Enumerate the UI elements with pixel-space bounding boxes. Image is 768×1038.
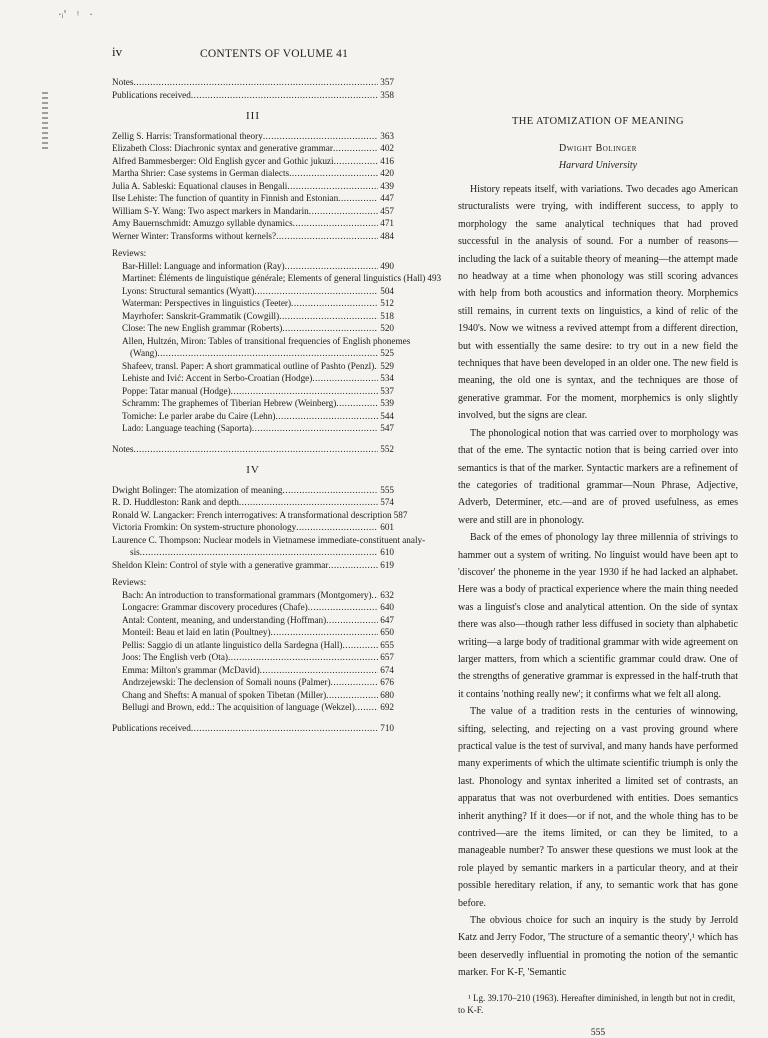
section-iv-articles [112,484,426,572]
toc-entry: Martha Shrier: Case systems in German dialects ..... 420 [112,167,394,180]
toc-entry: Ronald W. Langacker: French interrogatives: A transformational description 587 [112,509,408,520]
toc-entry: Mayrhofer: Sanskrit-Grammatik (Cowgill) ..... 518 [112,310,394,323]
toc-entry: Zellig S. Harris: Transformational theory ..... 363 [112,130,394,143]
toc-entry: Schramm: The graphemes of Tiberian Hebrew (Weinberg) ..... 539 [112,397,394,410]
footnote: ¹ Lg. 39.170–210 (1963). Hereafter diminished, in length but not in credit, to K-F. [458,992,736,1015]
section-iii-articles [112,130,394,243]
article-title: THE ATOMIZATION OF MEANING [511,116,685,127]
section-iii-reviews [112,260,442,435]
toc-entry: Victoria Fromkin: On system-structure phonology ..... 601 [112,521,394,534]
toc-entry: Bar-Hillel: Language and information (Ray) ..... 490 [112,260,394,273]
body-paragraph: The phonological notion that was carried over to morphology was that of the eme. The syntactic notion that is being carried over into semantics is that of the marker. Syntactic markers are a refinement of the categories of traditional grammar—Noun Phrase, Adjective, Adverb, Determiner, etc.—and are of proved usefulness, as emes were and still are in phonology. [458,427,738,526]
contents-page [112,44,442,734]
article-body [458,181,738,982]
page-number: 555 [590,1027,606,1038]
toc-entry: Publications received ..... 358 [112,89,394,102]
toc-entry: Martinet: Éléments de linguistique générale; Elements of general linguistics (Hall) 493 [122,273,442,283]
article-affiliation: Harvard University [558,160,638,171]
running-header [112,44,394,70]
toc-entry: Bellugi and Brown, edd.: The acquisition of language (Wekzel) ..... 692 [112,701,394,714]
toc-entry: Alfred Bammesberger: Old English gycer and Gothic jukuzi ..... 416 [112,155,394,168]
folio-number: iv [112,44,123,59]
toc-entry: Lehiste and Ivić: Accent in Serbo-Croatian (Hodge) ..... 534 [112,372,394,385]
toc-entry: Amy Bauernschmidt: Amuzgo syllable dynamics ..... 471 [112,217,394,230]
toc-entry: Close: The new English grammar (Roberts) ..... 520 [112,322,394,335]
toc-entry-notes: Notes ..... 552 [112,443,394,456]
toc-entry: Elizabeth Closs: Diachronic syntax and generative grammar ..... 402 [112,142,394,155]
toc-entry: Dwight Bolinger: The atomization of meaning ..... 555 [112,484,394,497]
section-numeral-iii: III [246,110,260,122]
toc-entry: Monteil: Beau et laid en latin (Poultney) ..... 650 [112,626,394,639]
article-page [458,44,738,1038]
toc-entry: Andrzejewski: The declension of Somali nouns (Palmer) ..... 676 [112,676,394,689]
toc-entry: R. D. Huddleston: Rank and depth ..... 574 [112,496,394,509]
toc-entry: Bach: An introduction to transformational grammars (Montgomery) ..... 632 [112,589,394,602]
toc-entry: William S-Y. Wang: Two aspect markers in Mandarin ..... 457 [112,205,394,218]
toc-entry-line1: Allen, Hultzén, Miron: Tables of transitional frequencies of English phonemes [122,335,411,346]
section-iv-reviews [112,589,394,714]
toc-entry: Notes ..... 357 [112,76,394,89]
toc-entry: Waterman: Perspectives in linguistics (Teeter) ..... 512 [112,297,394,310]
section-numeral-iv: IV [246,464,260,476]
toc-entry: Poppe: Tatar manual (Hodge) ..... 537 [112,385,394,398]
reviews-label: Reviews: [112,577,147,587]
scan-artifact-mark: ·ᵢ' ᵎ · [58,8,93,21]
toc-entry: Chang and Shefts: A manual of spoken Tibetan (Miller) ..... 680 [112,689,394,702]
toc-entry: Pellis: Saggio di un atlante linguistico della Sardegna (Hall) ..... 655 [112,639,394,652]
toc-entry: Julia A. Sableski: Equational clauses in Bengali ..... 439 [112,180,394,193]
toc-entry: Lado: Language teaching (Saporta) ..... 547 [112,422,394,435]
toc-entry: Longacre: Grammar discovery procedures (Chafe) ..... 640 [112,601,394,614]
toc-entry: (Wang) ..... 525 [112,347,394,360]
reviews-label: Reviews: [112,248,147,258]
toc-entry: Lyons: Structural semantics (Wyatt) ..... 504 [112,285,394,298]
body-paragraph: The obvious choice for such an inquiry is the study by Jerrold Katz and Jerry Fodor, 'The structure of a semantic theory',¹ which has been deservedly influential in promoting the notion of the semantic marker. For K-F, 'Semantic [458,915,738,979]
toc-entry: Werner Winter: Transforms without kernels? ..... 484 [112,230,394,243]
body-paragraph: History repeats itself, with variations. Two decades ago American structuralists were trying, with indifferent success, to apply to morphology the same analytical techniques that had proved successful in the analysis of sound. For a number of reasons—including the lack of a suitable theory of meaning—the attempt made no headway at a time when phonology was still scoring advances with help from both acoustics and information theory. Morphemics still remains, in current texts on linguistics, a kind of relic of the 1940's. Now we witness a revived attempt from a different direction, but with essentially the same desire: to try out in a new field the techniques that have been developed in an older one. The new field is meaning, the old one is syntax, and the techniques are those of generative grammar. For the moment, morphemics is only slightly involved, but the signs are clear. [458,184,738,422]
toc-entry: Joos: The English verb (Ota) ..... 657 [112,651,394,664]
toc-entry-line1: Laurence C. Thompson: Nuclear models in Vietnamese immediate-constituent analy- [112,534,426,545]
article-author: Dwight Bolinger [559,143,637,154]
toc-entry: Sheldon Klein: Control of style with a generative grammar ..... 619 [112,559,394,572]
body-paragraph: The value of a tradition rests in the centuries of winnowing, sifting, selecting, and rejecting on a vast proving ground where practical value is the test of survival, and many hands have performed many experiments of which the ultimate scientific triumph is only the last. Phonology and syntax inherited a limited set of contrasts, an apparatus that was not overburdened with entities. Does semantics inherit anything? If it does—or if not, and the whole thing has to be contrived—are the items limited, or can they be limited, to a manageable number? To answer these questions we must look at the role played by semantic markers in a particular theory, and at their possible hereditary relation, if any, to semantic work that has gone before. [458,706,738,909]
running-head-title: CONTENTS OF VOLUME 41 [200,48,349,60]
body-paragraph: Back of the emes of phonology lay three millennia of strivings to hammer out a system of writing. No linguist would have been apt to 'discover' the phoneme in the year 1930 if he had lacked an alphabet. Here was a body of practical experience where the main thing needed was a linguist's close and analytical attention. On the side of syntax there was also—though rather less diffused in society than alphabetic writing—a large body of traditional grammar with wide agreement on larger matters, from which a scientific grammar could draw. One of the strengths of generative grammar is expressed in the half-truth that it contains 'nothing really new'; it confirms what we felt all along. [458,532,739,700]
toc-entry: sis ..... 610 [112,546,394,559]
toc-entry: Tomiche: Le parler arabe du Caire (Lehn) ..... 544 [112,410,394,423]
toc-entry: Emma: Milton's grammar (McDavid) ..... 674 [112,664,394,677]
binding-artifact [42,92,48,152]
toc-entry-publications: Publications received ..... 710 [112,722,394,735]
toc-entry: Ilse Lehiste: The function of quantity in Finnish and Estonian ..... 447 [112,192,394,205]
top-entries [112,76,394,101]
toc-entry: Antal: Content, meaning, and understanding (Hoffman) ..... 647 [112,614,394,627]
toc-entry: Shafeev, transl. Paper: A short grammatical outline of Pashto (Penzl) ..... 529 [112,360,394,373]
